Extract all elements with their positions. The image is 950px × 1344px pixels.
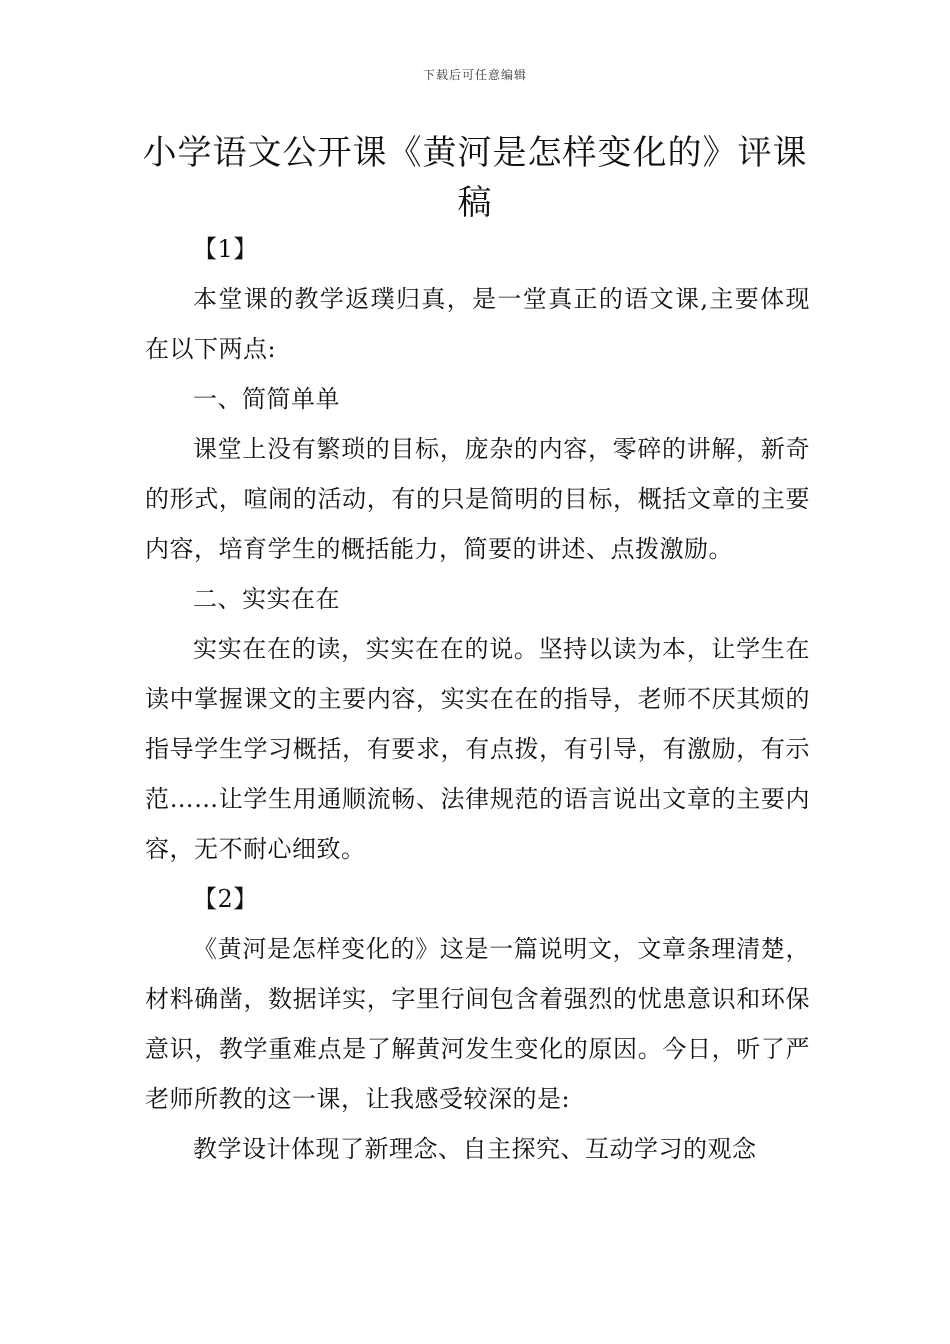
paragraph-section-2: 《黄河是怎样变化的》这是一篇说明文，文章条理清楚，材料确凿，数据详实，字里行间包含着强烈的忧患意识和环保意识，教学重难点是了解黄河发生变化的原因。今日，听了严老师所教的这一课，让我感受较深的是: <box>145 935 810 1113</box>
paragraph-teaching-design: 教学设计体现了新理念、自主探究、互动学习的观念 <box>193 1135 757 1163</box>
intro-paragraph: 本堂课的教学返璞归真，是一堂真正的语文课,主要体现在以下两点: <box>145 285 810 363</box>
paragraph-point-2: 实实在在的读，实实在在的说。坚持以读为本，让学生在读中掌握课文的主要内容，实实在在的指导，老师不厌其烦的指导学生学习概括，有要求，有点拨，有引导，有激励，有示范……让学生用通顺流畅、法律规范的语言说出文章的主要内容，无不耐心细致。 <box>145 635 810 863</box>
section-marker-2: 【2】 <box>193 885 258 913</box>
heading-point-2: 二、实实在在 <box>193 585 340 613</box>
header-note: 下载后可任意编辑 <box>422 68 527 82</box>
heading-point-1: 一、简简单单 <box>193 385 340 413</box>
document-body <box>145 224 810 1174</box>
section-marker-1: 【1】 <box>193 235 258 263</box>
paragraph-point-1: 课堂上没有繁琐的目标，庞杂的内容，零碎的讲解，新奇的形式，喧闹的活动，有的只是简明的目标，概括文章的主要内容，培育学生的概括能力，简要的讲述、点拨激励。 <box>145 435 810 563</box>
document-title: 小学语文公开课《黄河是怎样变化的》评课稿 <box>142 133 808 223</box>
